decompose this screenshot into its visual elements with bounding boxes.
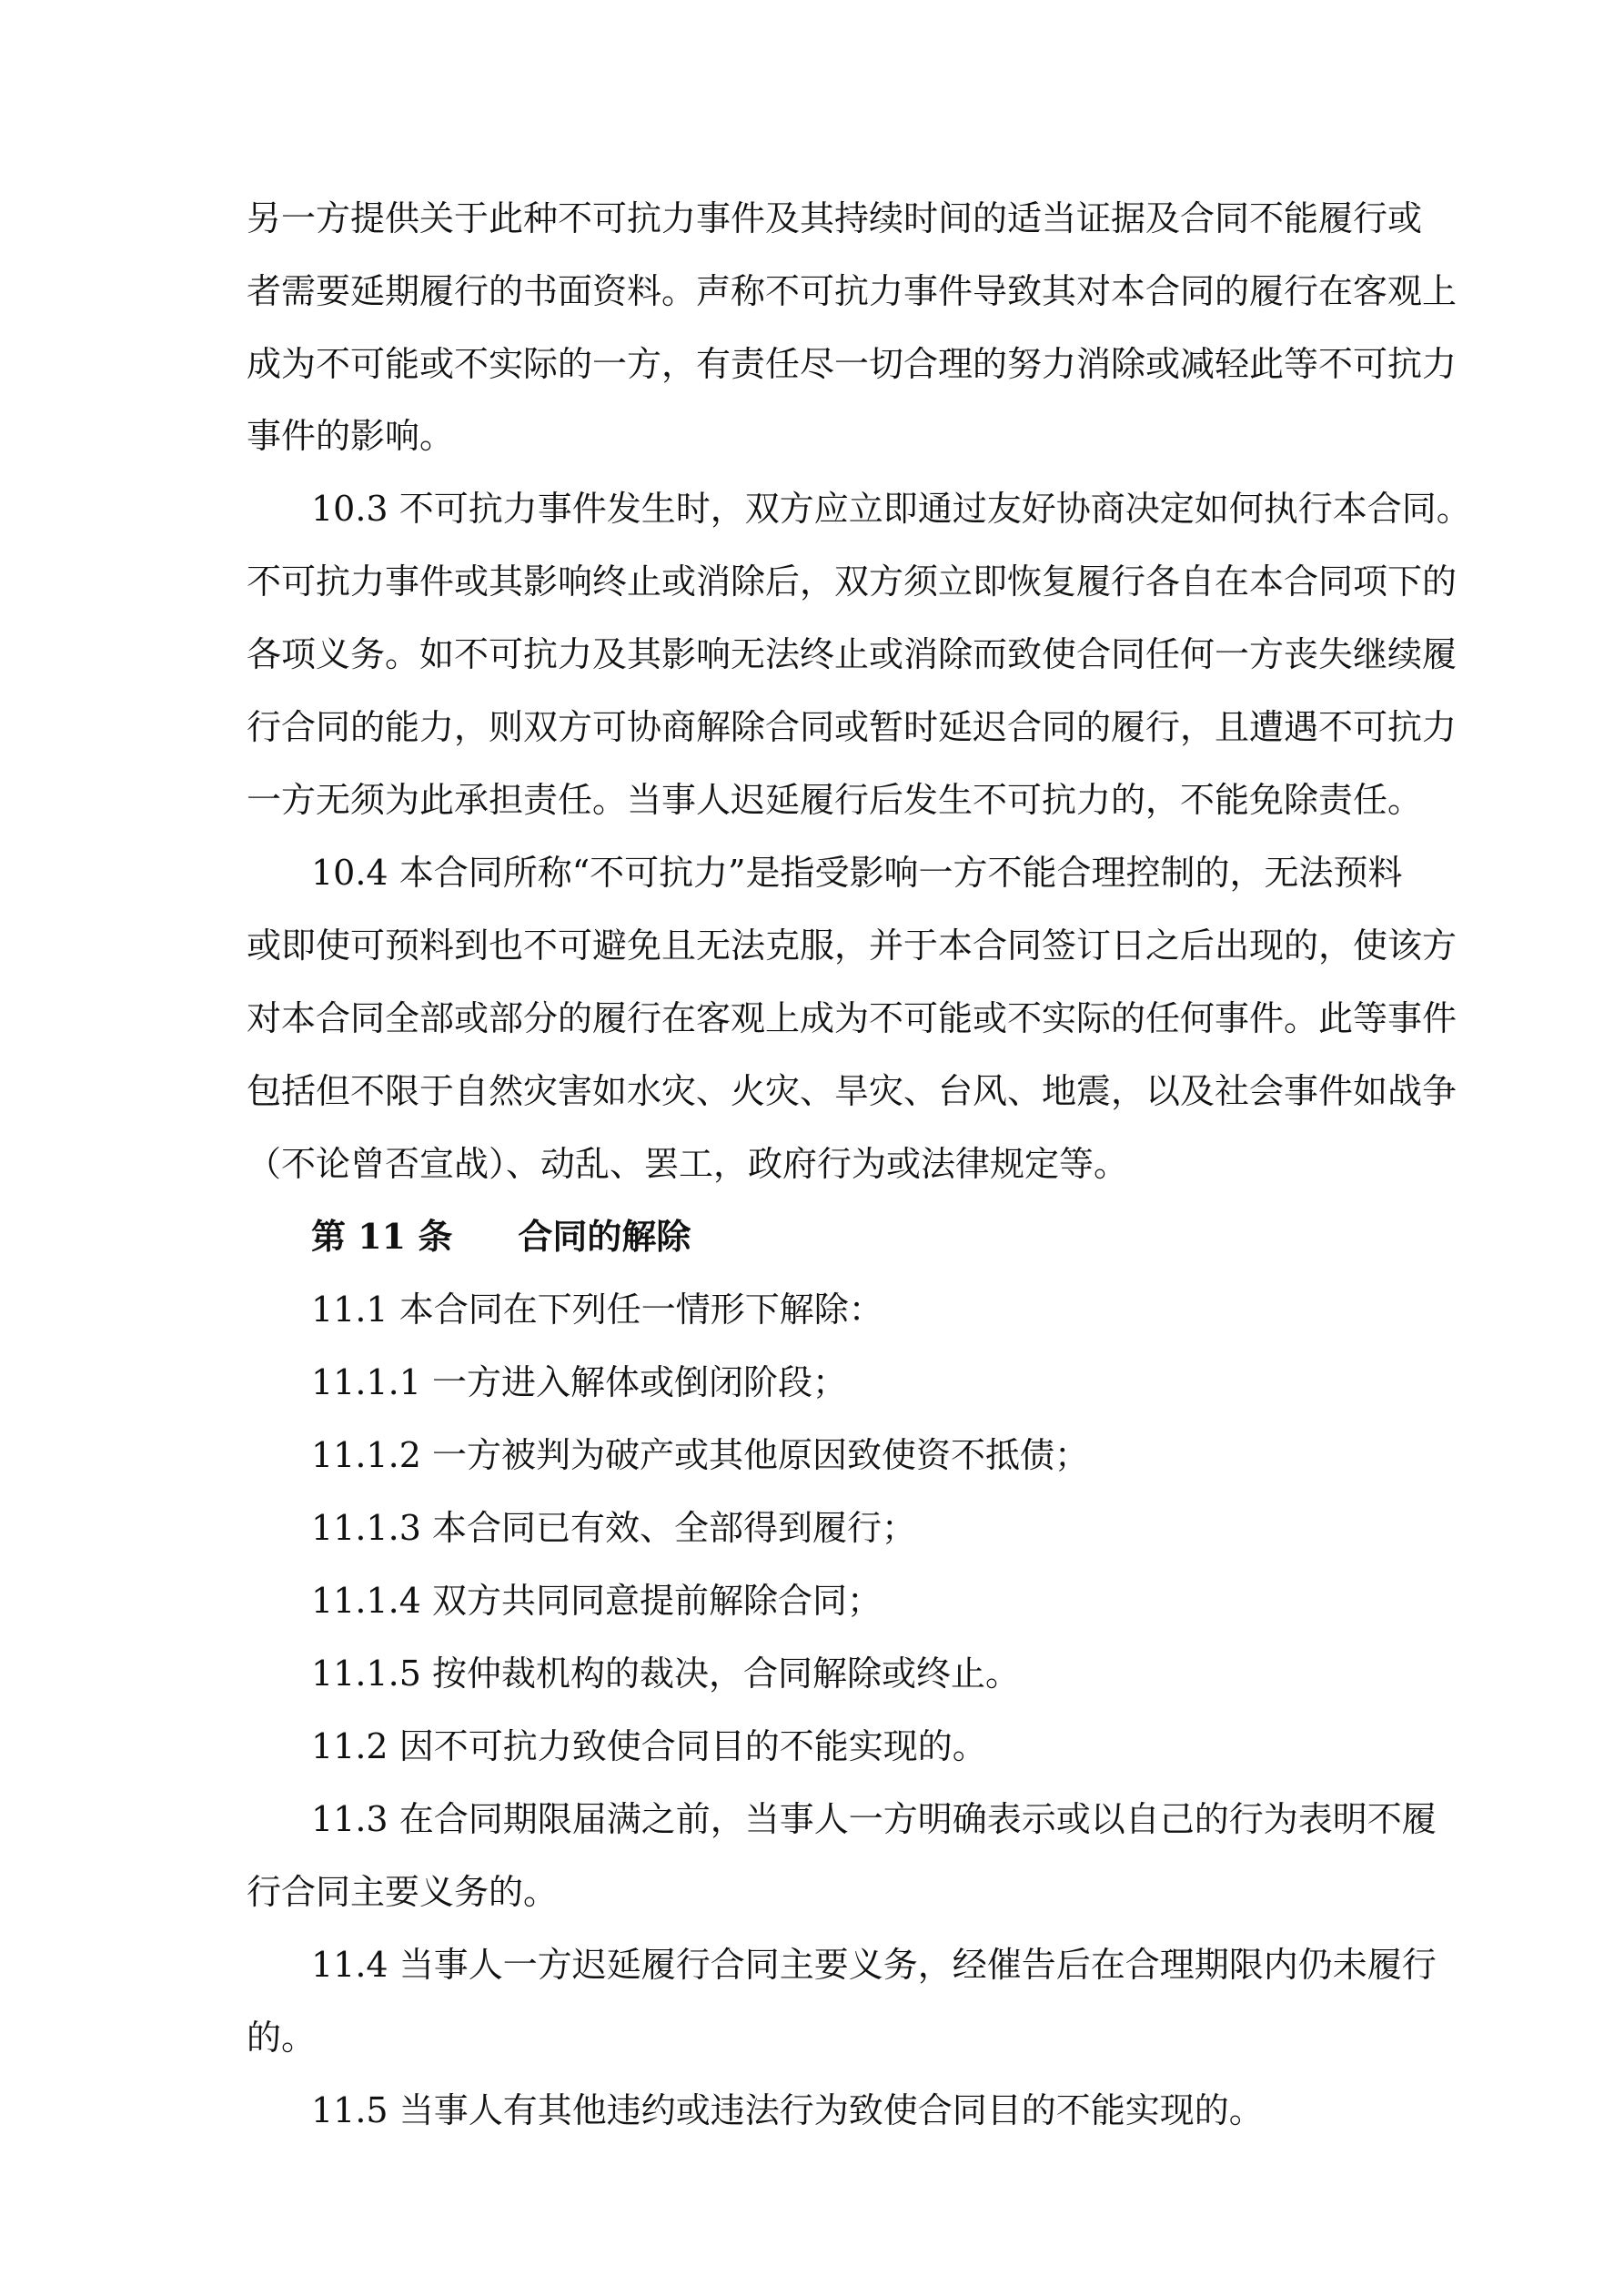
clause-11-4-line-1: 11.4 当事人一方迟延履行合同主要义务，经催告后在合理期限内仍未履行 — [311, 1945, 1437, 1985]
clause-11-1-3: 11.1.3 本合同已有效、全部得到履行； — [311, 1508, 916, 1548]
clause-11-1-2: 11.1.2 一方被判为破产或其他原因致使资不抵债； — [311, 1435, 1089, 1475]
clause-10-3-line-5: 一方无须为此承担责任。当事人迟延履行后发生不可抗力的，不能免除责任。 — [247, 780, 1423, 820]
clause-11-1-1: 11.1.1 一方进入解体或倒闭阶段； — [311, 1362, 847, 1402]
article-11-number: 第 11 条 — [311, 1216, 453, 1257]
continuation-line-2: 者需要延期履行的书面资料。声称不可抗力事件导致其对本合同的履行在客观上 — [247, 271, 1458, 311]
clause-10-4-line-5: （不论曾否宣战）、动乱、罢工，政府行为或法律规定等。 — [247, 1144, 1129, 1184]
clause-11-5: 11.5 当事人有其他违约或违法行为致使合同目的不能实现的。 — [311, 2090, 1264, 2130]
continuation-line-3: 成为不可能或不实际的一方，有责任尽一切合理的努力消除或减轻此等不可抗力 — [247, 344, 1458, 384]
clause-10-3-line-2: 不可抗力事件或其影响终止或消除后，双方须立即恢复履行各自在本合同项下的 — [247, 561, 1458, 602]
continuation-line-1: 另一方提供关于此种不可抗力事件及其持续时间的适当证据及合同不能履行或 — [247, 198, 1423, 238]
clause-10-3-line-4: 行合同的能力，则双方可协商解除合同或暂时延迟合同的履行，且遭遇不可抗力 — [247, 707, 1458, 747]
article-11-title: 合同的解除 — [518, 1216, 691, 1257]
clause-11-4-line-2: 的。 — [247, 2018, 317, 2058]
clause-11-1: 11.1 本合同在下列任一情形下解除： — [311, 1290, 883, 1330]
clause-11-2: 11.2 因不可抗力致使合同目的不能实现的。 — [311, 1726, 987, 1766]
clause-11-3-line-1: 11.3 在合同期限届满之前，当事人一方明确表示或以自己的行为表明不履 — [311, 1799, 1437, 1839]
article-11-heading — [311, 1216, 691, 1258]
clause-11-1-5: 11.1.5 按仲裁机构的裁决，合同解除或终止。 — [311, 1654, 1020, 1694]
clause-11-1-4: 11.1.4 双方共同同意提前解除合同； — [311, 1581, 882, 1621]
continuation-line-4: 事件的影响。 — [247, 416, 455, 456]
clause-11-3-line-2: 行合同主要义务的。 — [247, 1872, 559, 1912]
clause-10-4-line-3: 对本合同全部或部分的履行在客观上成为不可能或不实际的任何事件。此等事件 — [247, 998, 1458, 1038]
clause-10-3-line-1: 10.3 不可抗力事件发生时，双方应立即通过友好协商决定如何执行本合同。 — [311, 489, 1471, 529]
clause-10-4-line-2: 或即使可预料到也不可避免且无法克服，并于本合同签订日之后出现的，使该方 — [247, 925, 1458, 966]
clause-10-3-line-3: 各项义务。如不可抗力及其影响无法终止或消除而致使合同任何一方丧失继续履 — [247, 634, 1458, 674]
clause-10-4-line-1: 10.4 本合同所称“不可抗力”是指受影响一方不能合理控制的，无法预料 — [311, 853, 1403, 893]
clause-10-4-line-4: 包括但不限于自然灾害如水灾、火灾、旱灾、台风、地震，以及社会事件如战争 — [247, 1071, 1458, 1111]
